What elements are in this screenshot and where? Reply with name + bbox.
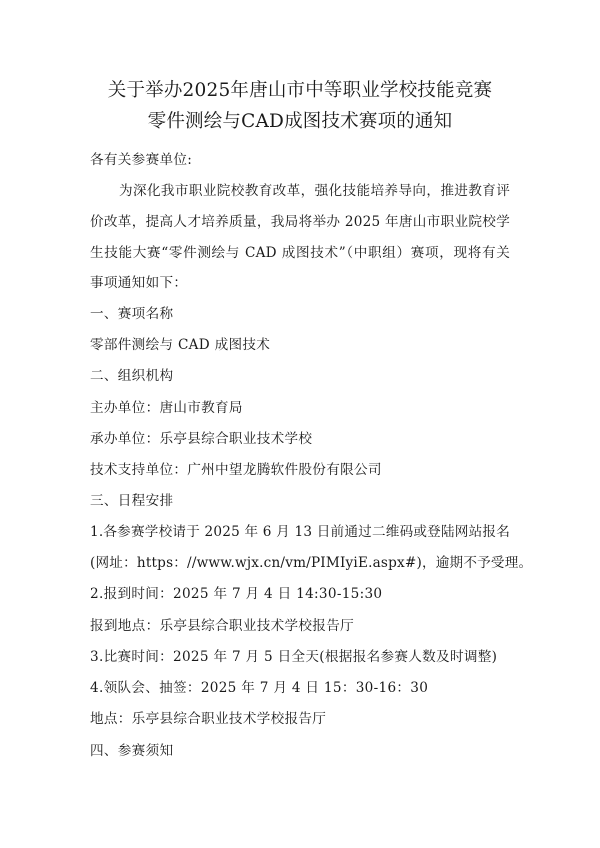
section-3-heading: 三、日程安排: [90, 493, 174, 509]
salutation: 各有关参赛单位:: [90, 152, 193, 168]
intro-line-4: 事项通知如下：: [90, 275, 188, 291]
schedule-item-2-location: 报到地点：乐亭县综合职业技术学校报告厅: [90, 618, 354, 634]
organizer: 主办单位：唐山市教育局: [90, 400, 243, 416]
technical-support: 技术支持单位：广州中望龙腾软件股份有限公司: [90, 462, 382, 478]
intro-line-3: 生技能大赛“零件测绘与 CAD 成图技术”（中职组）赛项，现将有关: [90, 245, 510, 261]
section-1-content: 零部件测绘与 CAD 成图技术: [90, 337, 271, 353]
schedule-item-1-line-1: 1.各参赛学校请于 2025 年 6 月 13 日前通过二维码或登陆网站报名: [90, 524, 510, 540]
section-1-heading: 一、赛项名称: [90, 306, 174, 322]
schedule-item-1-line-2: (网址：https：//www.wjx.cn/vm/PIMIyiE.aspx#)，逾期不予受理。: [90, 555, 533, 571]
section-2-heading: 二、组织机构: [90, 368, 174, 384]
section-4-heading: 四、参赛须知: [90, 743, 174, 759]
schedule-item-3: 3.比赛时间：2025 年 7 月 5 日全天(根据报名参赛人数及时调整): [90, 649, 498, 665]
host-unit: 承办单位：乐亭县综合职业技术学校: [90, 431, 313, 447]
schedule-item-4: 4.领队会、抽签：2025 年 7 月 4 日 15：30-16：30: [90, 680, 429, 696]
intro-line-2: 价改革，提高人才培养质量，我局将举办 2025 年唐山市职业院校学: [90, 214, 510, 230]
title-line-1: 关于举办2025年唐山市中等职业学校技能竞赛: [107, 80, 493, 101]
title-line-2: 零件测绘与CAD成图技术赛项的通知: [147, 111, 453, 132]
schedule-item-2: 2.报到时间：2025 年 7 月 4 日 14:30-15:30: [90, 586, 383, 602]
schedule-item-4-location: 地点：乐亭县综合职业技术学校报告厅: [90, 711, 327, 727]
intro-line-1: 为深化我市职业院校教育改革，强化技能培养导向，推进教育评: [119, 183, 510, 199]
